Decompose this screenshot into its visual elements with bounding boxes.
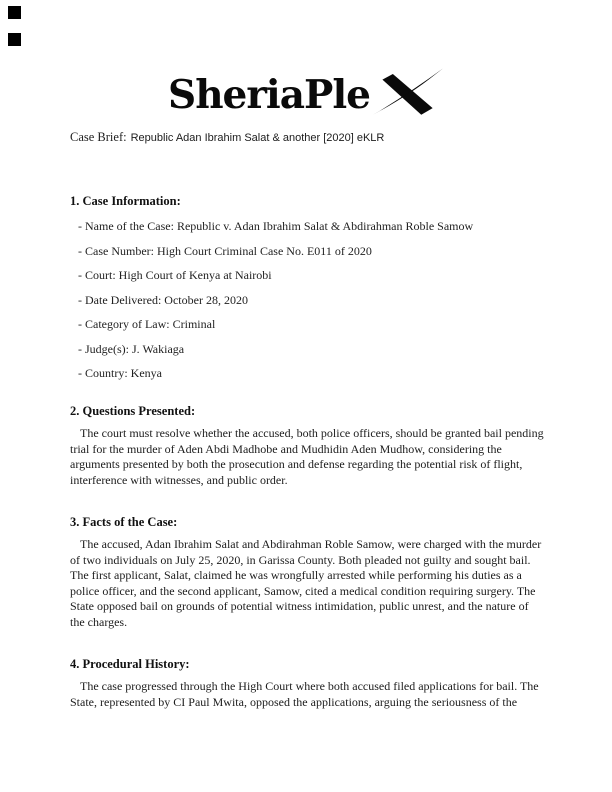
case-brief-title-line — [70, 128, 384, 146]
case-info-item-date: - Date Delivered: October 28, 2020 — [78, 292, 248, 307]
sheriaplex-logo — [0, 68, 612, 118]
section-heading-case-information: 1. Case Information: — [70, 194, 181, 208]
corner-registration-mark-top — [8, 6, 21, 19]
section-heading-questions-presented: 2. Questions Presented: — [70, 404, 196, 418]
case-info-item-number: - Case Number: High Court Criminal Case No. E011 of 2020 — [78, 243, 372, 258]
procedural-history-paragraph: The case progressed through the High Court where both accused filed applications for bail. The State, represented by CI Paul Mwita, opposed the applications, arguing the seriousness of the — [70, 679, 539, 709]
case-info-item-court: - Court: High Court of Kenya at Nairobi — [78, 268, 272, 282]
corner-registration-mark-bottom — [8, 33, 21, 46]
section-heading-facts-of-the-case: 3. Facts of the Case: — [70, 515, 178, 529]
case-brief-case-name: Republic Adan Ibrahim Salat & another [2020] eKLR — [130, 132, 385, 144]
facts-of-the-case-paragraph: The accused, Adan Ibrahim Salat and Abdirahman Roble Samow, were charged with the murder of two individuals on July 25, 2020, in Garissa County. Both pleaded not guilty and sought bail. The first applicant, Salat, claimed he was wrongfully arrested while performing his duties as a police officer, and the second applicant, Samow, cited a medical condition requiring surgery. The State opposed bail on grounds of potential witness intimidation, public unrest, and the nature of the charges. — [70, 537, 542, 629]
logo-wordmark: SheriaPle — [168, 72, 370, 118]
case-information-list — [78, 217, 473, 389]
logo-x-swoosh-icon — [372, 68, 444, 116]
case-brief-label: Case Brief: — [70, 130, 127, 144]
case-info-item-name: - Name of the Case: Republic v. Adan Ibrahim Salat & Abdirahman Roble Samow — [78, 219, 474, 233]
questions-presented-paragraph: The court must resolve whether the accused, both police officers, should be granted bail pending trial for the murder of Aden Abdi Madhobe and Mudhidin Aden Mudhow, considering the arguments presented by both the prosecution and defense regarding the potential risk of flight, interference with witnesses, and public order. — [70, 426, 544, 487]
section-heading-procedural-history: 4. Procedural History: — [70, 657, 190, 671]
case-info-item-category: - Category of Law: Criminal — [78, 317, 216, 331]
case-info-item-judges: - Judge(s): J. Wakiaga — [78, 341, 185, 356]
case-info-item-country: - Country: Kenya — [78, 366, 162, 380]
